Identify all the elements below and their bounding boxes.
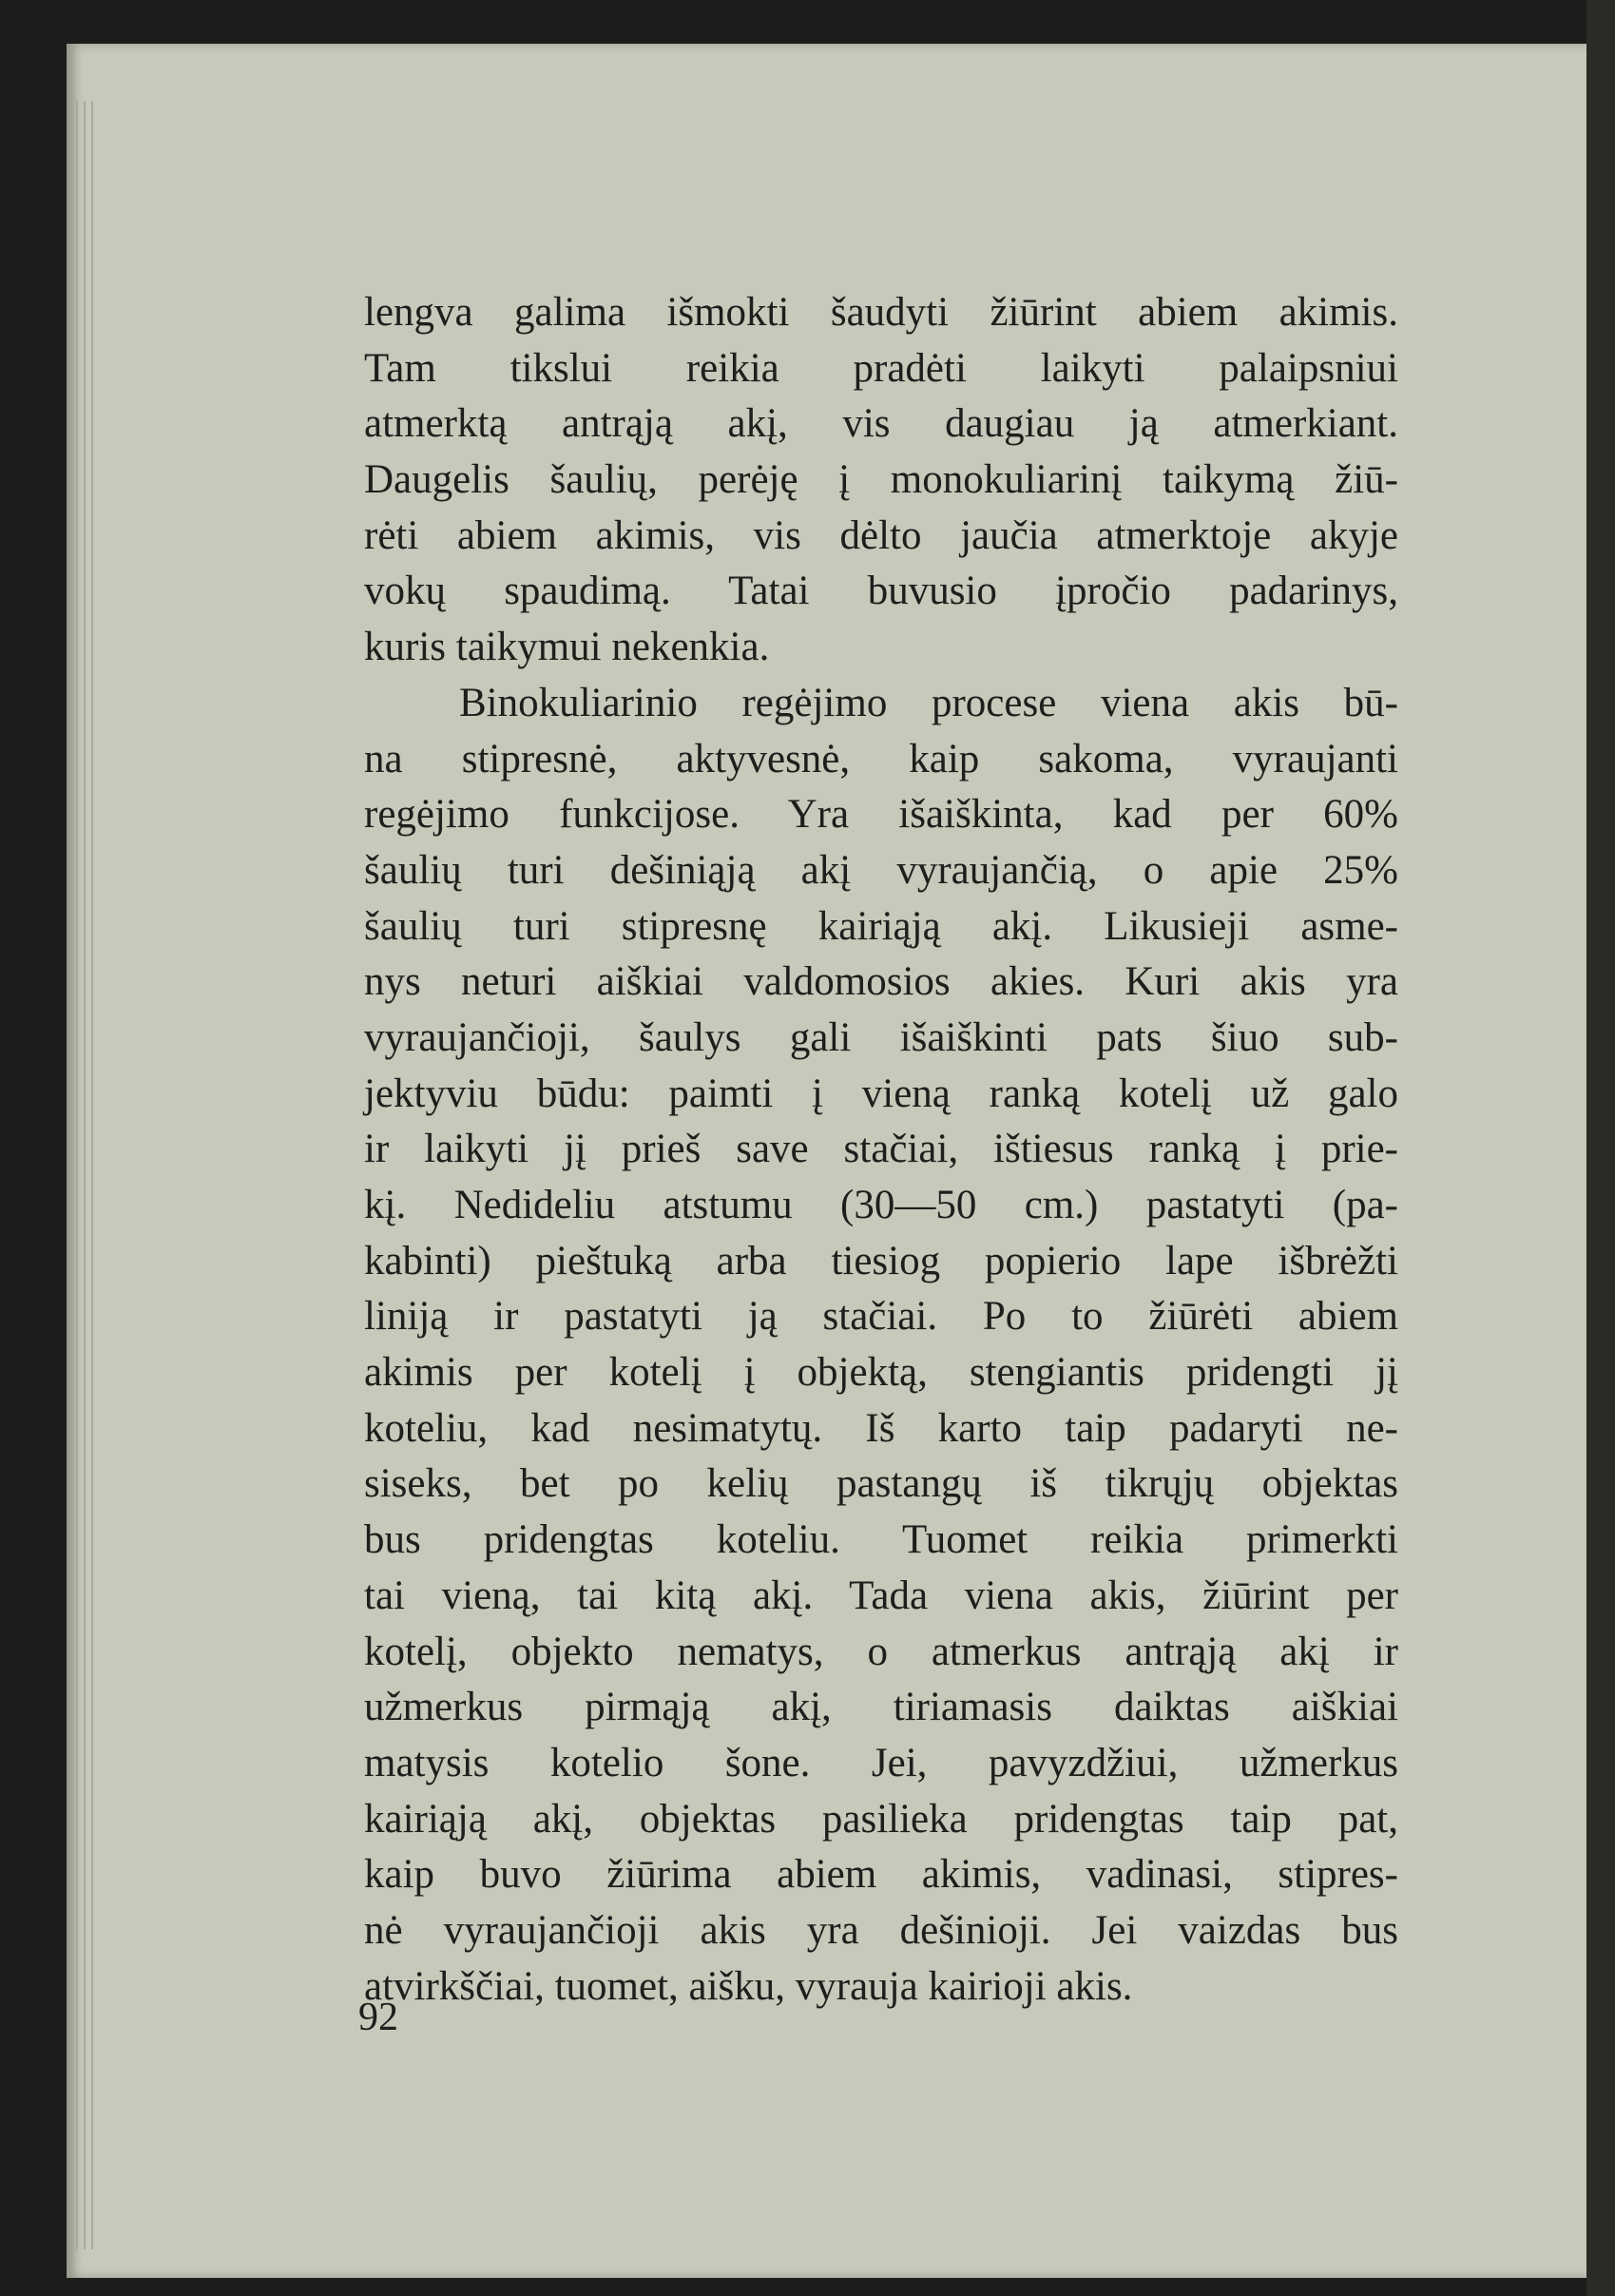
text-line: šaulių turi stipresnę kairiąją akį. Likusieji asme-	[364, 903, 1398, 949]
text-line: rėti abiem akimis, vis dėlto jaučia atmerktoje akyje	[364, 512, 1398, 558]
paragraph	[364, 285, 1398, 676]
text-line: jektyviu būdu: paimti į vieną ranką kotelį už galo	[364, 1071, 1398, 1116]
text-line: kį. Nedideliu atstumu (30—50 cm.) pastatyti (pa-	[364, 1183, 1398, 1227]
text-line: liniją ir pastatyti ją stačiai. Po to žiūrėti abiem	[364, 1294, 1398, 1340]
scan-border	[1586, 0, 1615, 2296]
text-line: tai vieną, tai kitą akį. Tada viena akis, žiūrint per	[364, 1572, 1398, 1618]
text-line: akimis per kotelį į objektą, stengiantis pridengti jį	[364, 1350, 1398, 1396]
text-line: koteliu, kad nesimatytų. Iš karto taip padaryti ne-	[364, 1405, 1398, 1451]
text-line: bus pridengtas koteliu. Tuomet reikia primerkti	[364, 1517, 1398, 1563]
text-line: atmerktą antrąją akį, vis daugiau ją atmerkiant.	[364, 401, 1398, 447]
text-line: vyraujančioji, šaulys gali išaiškinti pats šiuo sub-	[364, 1014, 1398, 1060]
text-line: atvirkščiai, tuomet, aišku, vyrauja kairioji akis.	[364, 1963, 1133, 2009]
text-line: ir laikyti jį prieš save stačiai, ištiesus ranką į prie-	[364, 1127, 1398, 1172]
text-line: kaip buvo žiūrima abiem akimis, vadinasi, stipres-	[364, 1852, 1398, 1898]
text-line: lengva galima išmokti šaudyti žiūrint abiem akimis.	[364, 290, 1398, 335]
text-line: matysis kotelio šone. Jei, pavyzdžiui, užmerkus	[364, 1740, 1398, 1785]
text-line: Daugelis šaulių, perėję į monokuliarinį taikymą žiū-	[364, 457, 1398, 503]
text-line: regėjimo funkcijose. Yra išaiškinta, kad per 60%	[364, 792, 1398, 838]
text-line: kuris taikymui nekenkia.	[364, 625, 770, 670]
body-text	[364, 285, 1398, 2015]
text-line: kotelį, objekto nematys, o atmerkus antrąją akį ir	[364, 1629, 1398, 1674]
text-line: siseks, bet po kelių pastangų iš tikrųjų objektas	[364, 1461, 1398, 1507]
text-line: šaulių turi dešiniąją akį vyraujančią, o apie 25%	[364, 847, 1398, 893]
text-line: Binokuliarinio regėjimo procese viena akis bū-	[459, 680, 1398, 725]
paragraph	[364, 676, 1398, 2016]
text-line: Tam tikslui reikia pradėti laikyti palaipsniui	[364, 345, 1398, 391]
page-edge-line	[91, 101, 93, 2249]
text-line: vokų spaudimą. Tatai buvusio įpročio padarinys,	[364, 569, 1398, 614]
page-edge-line	[84, 101, 86, 2249]
text-line: kairiąją akį, objektas pasilieka pridengtas taip pat,	[364, 1796, 1398, 1842]
text-line: na stipresnė, aktyvesnė, kaip sakoma, vyraujanti	[364, 736, 1398, 781]
text-line: nė vyraujančioji akis yra dešinioji. Jei vaizdas bus	[364, 1907, 1398, 1953]
text-line: užmerkus pirmąją akį, tiriamasis daiktas aiškiai	[364, 1685, 1398, 1730]
page-number: 92	[358, 1996, 398, 2039]
text-line: nys neturi aiškiai valdomosios akies. Kuri akis yra	[364, 959, 1398, 1005]
page-edge-line	[76, 101, 78, 2249]
text-line: kabinti) pieštuką arba tiesiog popierio lape išbrėžti	[364, 1238, 1398, 1283]
